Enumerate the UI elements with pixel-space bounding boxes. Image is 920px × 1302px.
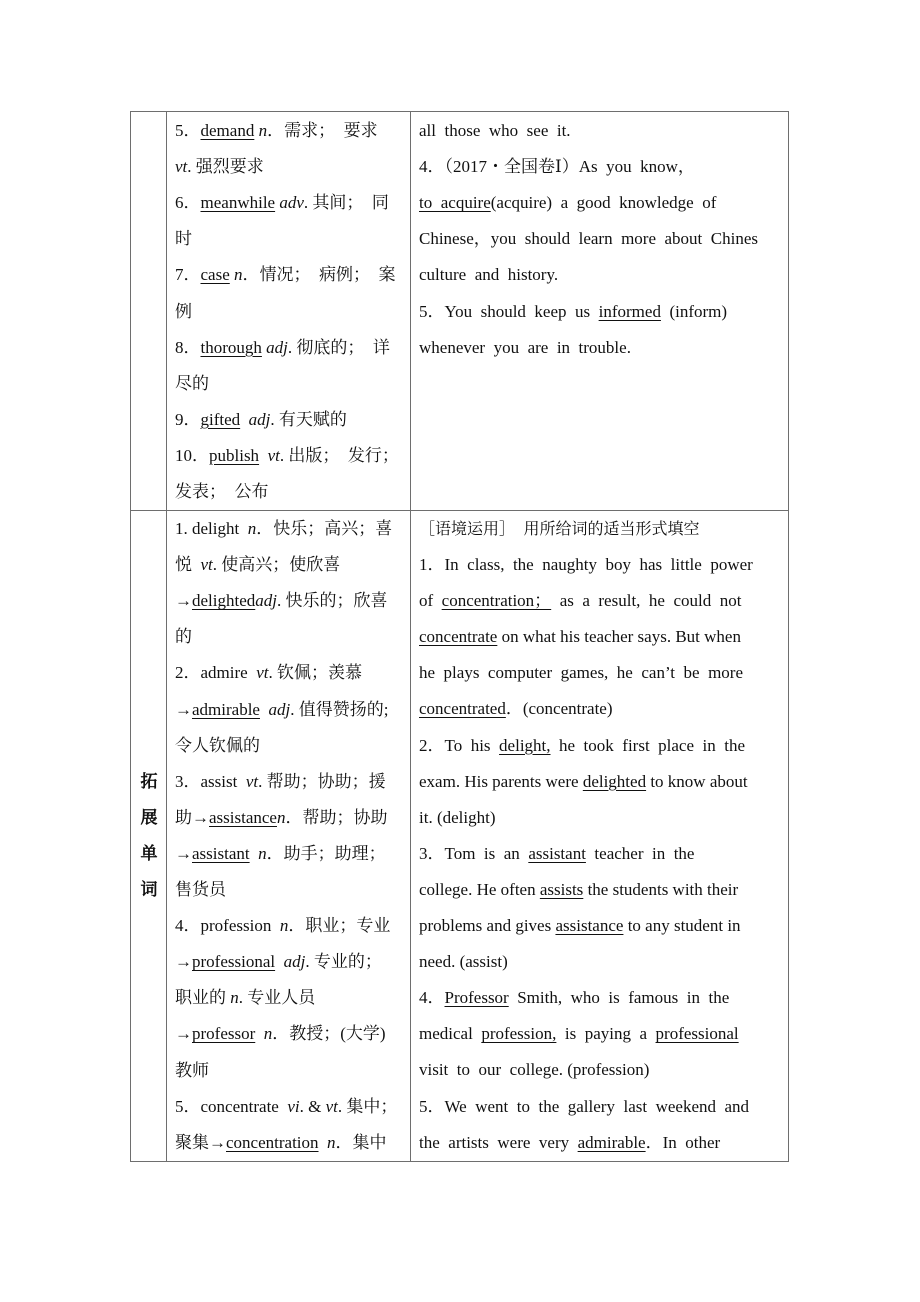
practice-line bbox=[419, 265, 558, 285]
text: ．情况； 病例； 案 bbox=[242, 265, 396, 285]
text: 时 bbox=[175, 229, 192, 249]
part-of-speech: n bbox=[279, 916, 289, 936]
answer-blank: delighted bbox=[582, 771, 647, 791]
part-of-speech: adj bbox=[248, 409, 271, 429]
text: the artists were very bbox=[419, 1132, 578, 1152]
practice-line bbox=[419, 699, 613, 719]
practice-line bbox=[419, 880, 738, 900]
answer-blank: informed bbox=[598, 301, 661, 321]
answer-blank: concentration； bbox=[441, 591, 552, 611]
text: ．快乐；高兴；喜 bbox=[256, 519, 393, 538]
part-of-speech: n bbox=[276, 807, 286, 827]
vocab-line bbox=[175, 663, 362, 683]
vocab-line bbox=[175, 916, 390, 936]
practice-line bbox=[419, 157, 695, 177]
vocab-line bbox=[175, 1024, 386, 1044]
text: . 快乐的；欣喜 bbox=[277, 591, 388, 611]
text: 售货员 bbox=[175, 880, 226, 899]
text: 教师 bbox=[175, 1060, 209, 1080]
text: on what his teacher says. But when bbox=[497, 627, 741, 647]
vocab-line bbox=[175, 121, 378, 141]
practice-header bbox=[419, 519, 700, 539]
answer-blank: assists bbox=[539, 879, 584, 899]
practice-bracket-label: ［语境运用］ bbox=[419, 519, 516, 538]
text: . 有天赋的 bbox=[270, 409, 347, 429]
part-of-speech: n bbox=[247, 519, 257, 538]
part-of-speech: vt bbox=[175, 157, 188, 177]
column-divider-1 bbox=[166, 112, 167, 1161]
answer-blank: concentrate bbox=[419, 627, 498, 647]
text: . 专业的； bbox=[305, 952, 382, 972]
vocab-line bbox=[175, 1097, 397, 1117]
answer-blank: professional bbox=[192, 952, 276, 972]
text: → bbox=[175, 699, 192, 719]
text: 聚集→ bbox=[175, 1132, 226, 1152]
answer-blank: to acquire bbox=[419, 193, 491, 213]
vocab-line bbox=[175, 338, 390, 358]
text: → bbox=[175, 591, 192, 611]
text: 4．profession bbox=[175, 916, 280, 936]
vocab-line bbox=[175, 157, 264, 177]
part-of-speech: vt bbox=[256, 663, 269, 683]
practice-line bbox=[419, 229, 758, 249]
text: 职业的 bbox=[175, 988, 231, 1008]
text: Smith, who is famous in the bbox=[508, 988, 730, 1008]
vocab-line bbox=[175, 880, 226, 900]
practice-line bbox=[419, 121, 571, 141]
text: problems and gives bbox=[419, 916, 556, 935]
text: → bbox=[175, 952, 192, 972]
vocab-line bbox=[175, 627, 192, 647]
vocab-line bbox=[175, 193, 389, 213]
answer-blank: assistance bbox=[555, 916, 624, 935]
answer-blank: concentrated bbox=[419, 699, 506, 719]
answer-blank: assistant bbox=[528, 843, 586, 863]
practice-line bbox=[419, 1133, 720, 1153]
text: 5． bbox=[175, 121, 201, 140]
practice-line bbox=[419, 772, 748, 792]
vocab-line bbox=[175, 988, 315, 1008]
vocab-line bbox=[175, 844, 386, 864]
row1-practice-cell bbox=[419, 112, 789, 510]
category-char: 展 bbox=[140, 808, 158, 828]
text: (acquire) a good knowledge of bbox=[490, 193, 717, 213]
part-of-speech: vt bbox=[267, 445, 280, 465]
answer-blank: meanwhile bbox=[200, 193, 276, 213]
vocab-line bbox=[175, 410, 347, 430]
text: 令人钦佩的 bbox=[175, 735, 260, 755]
answer-blank: thorough bbox=[200, 337, 262, 357]
vocab-line bbox=[175, 374, 209, 394]
row2-vocab-cell bbox=[175, 511, 407, 1161]
text: 5．We went to the gallery last weekend and bbox=[419, 1096, 750, 1116]
practice-line bbox=[419, 627, 741, 647]
answer-blank: admirable bbox=[192, 699, 260, 719]
vocab-line bbox=[175, 700, 388, 720]
part-of-speech: adj bbox=[268, 699, 291, 719]
part-of-speech: adj bbox=[266, 337, 288, 357]
part-of-speech: n bbox=[263, 1024, 273, 1044]
vocab-line bbox=[175, 1133, 387, 1153]
text: . 帮助；协助；援 bbox=[258, 771, 386, 791]
text: . 集中； bbox=[337, 1096, 398, 1116]
answer-blank: delighted bbox=[192, 591, 256, 611]
answer-blank: concentration bbox=[226, 1132, 319, 1152]
text: 1．In class, the naughty boy has little power bbox=[419, 555, 753, 574]
text: he plays computer games, he can’t be more bbox=[419, 663, 743, 683]
vocab-line bbox=[175, 302, 192, 322]
part-of-speech: vt bbox=[245, 771, 259, 791]
practice-instruction: 用所给词的适当形式填空 bbox=[523, 519, 700, 538]
vocab-line bbox=[175, 736, 260, 756]
practice-line bbox=[419, 844, 694, 864]
text: 2．admire bbox=[175, 663, 257, 683]
text: ．助手；助理； bbox=[266, 843, 386, 863]
vocabulary-table bbox=[130, 111, 789, 1162]
answer-blank: case bbox=[200, 265, 230, 285]
text: 的 bbox=[175, 627, 192, 647]
text: . 专业人员 bbox=[238, 988, 316, 1008]
vocab-line bbox=[175, 229, 192, 249]
text: ．(concentrate) bbox=[505, 699, 613, 719]
category-char: 拓 bbox=[140, 772, 158, 792]
vocab-line bbox=[175, 591, 388, 611]
text: 发表； 公布 bbox=[175, 482, 269, 501]
answer-blank: gifted bbox=[200, 409, 241, 429]
vocab-line bbox=[175, 555, 340, 575]
vocab-line bbox=[175, 772, 386, 792]
answer-blank: publish bbox=[209, 445, 260, 465]
category-char: 词 bbox=[140, 880, 158, 900]
text: 1. delight bbox=[175, 519, 248, 538]
practice-line bbox=[419, 916, 741, 936]
text: it. (delight) bbox=[419, 807, 496, 827]
text: ．教授；(大学) bbox=[272, 1024, 386, 1044]
row1-category-cell bbox=[131, 112, 166, 510]
text bbox=[240, 410, 249, 429]
vocab-line bbox=[175, 265, 396, 285]
text: all those who see it. bbox=[419, 121, 571, 140]
practice-line bbox=[419, 808, 495, 828]
answer-blank: professor bbox=[192, 1024, 256, 1044]
text: . 强烈要求 bbox=[187, 157, 264, 177]
practice-line bbox=[419, 952, 508, 972]
text: 7． bbox=[175, 265, 201, 285]
text: is paying a bbox=[556, 1024, 656, 1044]
part-of-speech: adj bbox=[255, 591, 277, 611]
text: he took first place in the bbox=[550, 735, 746, 755]
text bbox=[275, 952, 284, 971]
text: 悦 bbox=[175, 555, 201, 575]
category-label-expand-words bbox=[131, 764, 166, 908]
answer-blank: assistant bbox=[192, 843, 250, 863]
practice-line bbox=[419, 736, 745, 756]
practice-line bbox=[419, 1060, 649, 1080]
text: 4．（2017・全国卷Ⅰ）As you know， bbox=[419, 157, 695, 177]
text bbox=[259, 446, 268, 465]
text: exam. His parents were bbox=[419, 771, 583, 791]
vocab-line bbox=[175, 446, 399, 466]
vocab-line bbox=[175, 808, 387, 828]
text: → bbox=[175, 843, 192, 863]
answer-blank: admirable bbox=[577, 1132, 646, 1152]
text: 2．To his bbox=[419, 735, 500, 755]
part-of-speech: n bbox=[258, 843, 267, 863]
text: 6． bbox=[175, 193, 201, 213]
text: (inform) bbox=[660, 301, 728, 321]
answer-blank: demand bbox=[200, 121, 255, 140]
row1-vocab-cell bbox=[175, 112, 407, 510]
text bbox=[319, 1133, 328, 1152]
text: . 彻底的； 详 bbox=[287, 337, 390, 357]
vocab-line bbox=[175, 952, 382, 972]
part-of-speech: n bbox=[230, 988, 239, 1008]
part-of-speech: n bbox=[234, 265, 243, 285]
text: 9． bbox=[175, 409, 201, 429]
practice-line bbox=[419, 1097, 749, 1117]
part-of-speech: vt bbox=[200, 555, 213, 575]
text: . 值得赞扬的; bbox=[290, 699, 389, 719]
part-of-speech: vi bbox=[287, 1096, 300, 1116]
text: . & bbox=[299, 1096, 326, 1116]
part-of-speech: n bbox=[327, 1132, 336, 1152]
text: whenever you are in trouble. bbox=[419, 337, 631, 357]
vocab-line bbox=[175, 519, 392, 539]
text: 3．assist bbox=[175, 771, 246, 791]
practice-line bbox=[419, 988, 729, 1008]
text: visit to our college. (profession) bbox=[419, 1060, 650, 1080]
row2-category-cell bbox=[131, 511, 166, 1161]
text: → bbox=[175, 1024, 192, 1044]
text: ．帮助；协助 bbox=[285, 807, 388, 827]
text: to know about bbox=[646, 771, 748, 791]
vocab-line bbox=[175, 1061, 209, 1081]
text bbox=[250, 844, 259, 863]
text: ．需求； 要求 bbox=[267, 121, 378, 140]
text: 5．concentrate bbox=[175, 1096, 288, 1116]
practice-line bbox=[419, 193, 716, 213]
text: 例 bbox=[175, 301, 192, 321]
answer-blank: Professor bbox=[444, 988, 509, 1008]
text: medical bbox=[419, 1024, 482, 1044]
text: ．集中 bbox=[335, 1132, 387, 1152]
text: Chinese，you should learn more about Chines bbox=[419, 229, 759, 249]
practice-line bbox=[419, 302, 727, 322]
text: teacher in the bbox=[585, 843, 695, 863]
text: ．职业；专业 bbox=[288, 916, 391, 936]
text: 助→ bbox=[175, 807, 209, 827]
text: ．In other bbox=[645, 1132, 721, 1152]
text: 5．You should keep us bbox=[419, 301, 599, 321]
part-of-speech: adj bbox=[283, 952, 306, 972]
part-of-speech: n bbox=[258, 121, 268, 140]
part-of-speech: adv bbox=[279, 193, 304, 213]
text: to any student in bbox=[623, 916, 741, 935]
practice-line bbox=[419, 663, 743, 683]
vocab-line bbox=[175, 482, 269, 502]
text bbox=[255, 1024, 264, 1043]
text: 4． bbox=[419, 988, 445, 1008]
answer-blank: assistance bbox=[209, 807, 277, 827]
text: . 钦佩；羡慕 bbox=[268, 663, 362, 683]
text: of bbox=[419, 591, 442, 611]
text: culture and history. bbox=[419, 265, 559, 285]
practice-line bbox=[419, 338, 631, 358]
answer-blank: profession, bbox=[481, 1024, 557, 1044]
text: 3．Tom is an bbox=[419, 843, 529, 863]
text: need. (assist) bbox=[419, 952, 508, 972]
answer-blank: professional bbox=[655, 1024, 739, 1044]
practice-line bbox=[419, 555, 753, 575]
practice-line bbox=[419, 591, 741, 611]
text: 8． bbox=[175, 337, 201, 357]
category-char: 单 bbox=[140, 844, 158, 864]
text: . 其间； 同 bbox=[303, 193, 389, 213]
text: . 使高兴；使欣喜 bbox=[212, 555, 341, 575]
row2-practice-cell bbox=[419, 511, 789, 1161]
column-divider-2 bbox=[410, 112, 411, 1161]
text: . 出版； 发行； bbox=[279, 445, 399, 465]
text: 尽的 bbox=[175, 373, 209, 393]
text: college. He often bbox=[419, 879, 540, 899]
text: 10． bbox=[175, 445, 209, 465]
part-of-speech: vt bbox=[325, 1096, 338, 1116]
answer-blank: delight, bbox=[499, 735, 551, 755]
practice-line bbox=[419, 1024, 739, 1044]
text: the students with their bbox=[583, 879, 739, 899]
text: as a result, he could not bbox=[551, 591, 742, 611]
